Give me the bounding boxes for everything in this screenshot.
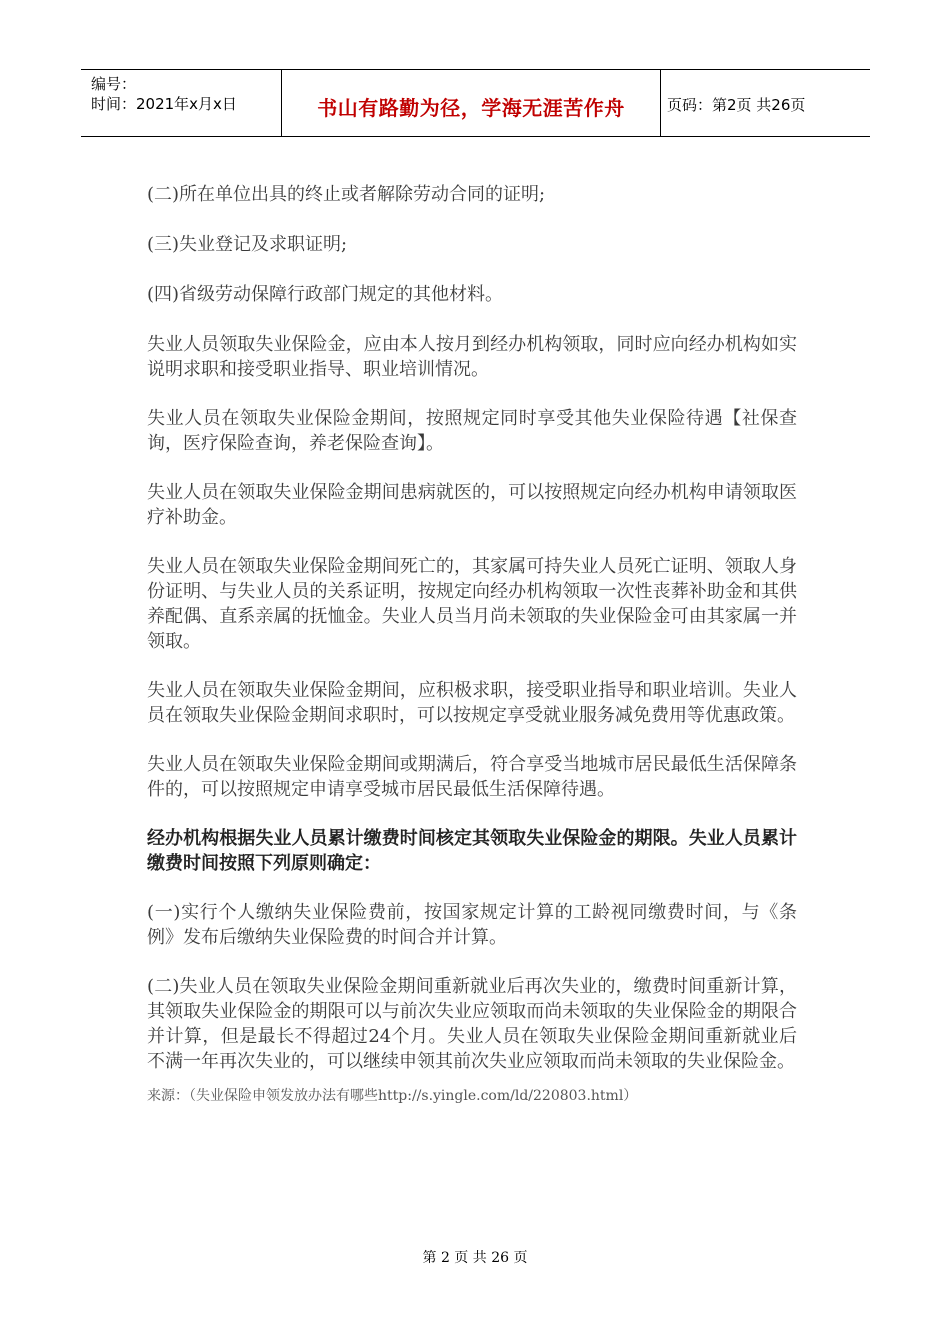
rule-item: (一)实行个人缴纳失业保险费前，按国家规定计算的工龄视同缴费时间，与《条例》发布后缴纳失业保险费的时间合并计算。	[147, 902, 797, 948]
rule-item: (二)失业人员在领取失业保险金期间重新就业后再次失业的，缴费时间重新计算，其领取失业保险金的期限可以与前次失业应领取而尚未领取的失业保险金的期限合并计算，但是最长不得超过24个月。失业人员在领取失业保险金期间重新就业后不满一年再次失业的，可以继续申领其前次失业应领取而尚未领取的失业保险金。	[147, 976, 797, 1072]
paragraph: 失业人员在领取失业保险金期间患病就医的，可以按照规定向经办机构申请领取医疗补助金。	[147, 482, 797, 528]
header-motto: 书山有路勤为径，学海无涯苦作舟	[317, 96, 625, 120]
paragraph: 失业人员在领取失业保险金期间或期满后，符合享受当地城市居民最低生活保障条件的，可以按照规定申请享受城市居民最低生活保障待遇。	[147, 754, 797, 800]
header-page-number: 页码：第2页 共26页	[667, 96, 806, 114]
paragraph: (二)所在单位出具的终止或者解除劳动合同的证明;	[147, 184, 546, 205]
paragraph: (三)失业登记及求职证明;	[147, 234, 348, 255]
document-body	[147, 182, 797, 1106]
header-motto-cell	[282, 70, 661, 136]
paragraph: 失业人员在领取失业保险金期间，按照规定同时享受其他失业保险待遇【社保查询，医疗保险查询，养老保险查询】。	[147, 408, 797, 454]
header-meta-cell	[81, 70, 282, 136]
paragraph: 失业人员领取失业保险金，应由本人按月到经办机构领取，同时应向经办机构如实说明求职和接受职业指导、职业培训情况。	[147, 334, 797, 380]
document-code-label: 编号：	[91, 75, 137, 93]
source-citation: 来源：（失业保险申领发放办法有哪些http://s.yingle.com/ld/220803.html）	[147, 1088, 638, 1104]
paragraph: 失业人员在领取失业保险金期间，应积极求职，接受职业指导和职业培训。失业人员在领取失业保险金期间求职时，可以按规定享受就业服务减免费用等优惠政策。	[147, 680, 797, 726]
page-header	[81, 69, 870, 137]
paragraph: 失业人员在领取失业保险金期间死亡的，其家属可持失业人员死亡证明、领取人身份证明、与失业人员的关系证明，按规定向经办机构领取一次性丧葬补助金和其供养配偶、直系亲属的抚恤金。失业人员当月尚未领取的失业保险金可由其家属一并领取。	[147, 556, 797, 652]
section-heading: 经办机构根据失业人员累计缴费时间核定其领取失业保险金的期限。失业人员累计缴费时间按照下列原则确定：	[147, 828, 797, 874]
page-footer: 第 2 页 共 26 页	[422, 1250, 528, 1266]
header-page-cell	[661, 70, 870, 136]
paragraph: (四)省级劳动保障行政部门规定的其他材料。	[147, 284, 504, 305]
document-date-label: 时间：2021年x月x日	[91, 95, 237, 113]
